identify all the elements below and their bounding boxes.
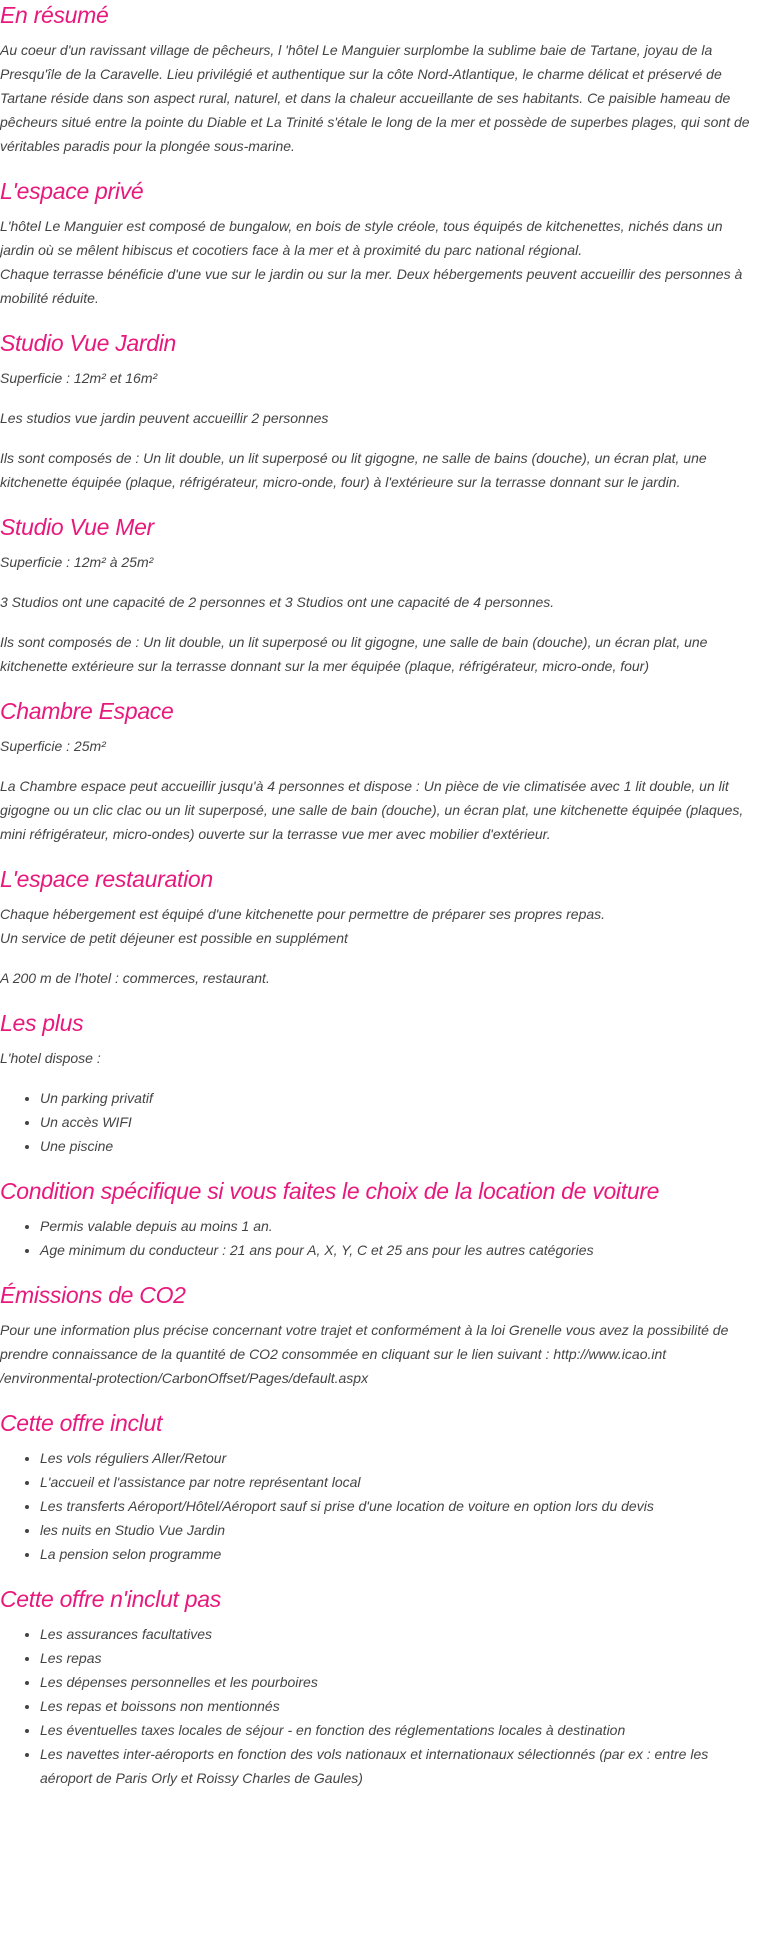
list-item: • Les éventuelles taxes locales de séjour - en fonction des réglementations locales à destination	[40, 1718, 758, 1742]
list-item: • La pension selon programme	[40, 1542, 758, 1566]
list-item: • Les assurances facultatives	[40, 1622, 758, 1646]
section-restauration	[0, 864, 758, 990]
section-title-studio-vue-mer: Studio Vue Mer	[0, 514, 154, 540]
emissions-text: Pour une information plus précise concernant votre trajet et conformément à la loi Grenelle vous avez la possibilité de prendre connaissance de la quantité de CO2 consommée en cliquant sur le lien suivant : http://www.icao.int /environmental-protection/CarbonOffset/Pages/default.aspx	[0, 1322, 729, 1386]
condition-voiture-list	[0, 1214, 758, 1262]
espace-prive-line-1: L'hôtel Le Manguier est composé de bungalow, en bois de style créole, tous équipés de kitchenettes, nichés dans un jardin où se mêlent hibiscus et cocotiers face à la mer et à proximité du parc national régional.	[0, 218, 723, 258]
studio-jardin-composition: Ils sont composés de : Un lit double, un lit superposé ou lit gigogne, ne salle de bains (douche), un écran plat, une kitchenette équipée (plaque, réfrigérateur, micro-onde, four) à l'extérieure sur la terrasse donnant sur le jardin.	[0, 450, 707, 490]
list-item: • Les repas et boissons non mentionnés	[40, 1694, 758, 1718]
studio-mer-capacite: 3 Studios ont une capacité de 2 personnes et 3 Studios ont une capacité de 4 personnes.	[0, 594, 555, 610]
studio-mer-superficie: Superficie : 12m² à 25m²	[0, 554, 154, 570]
studio-jardin-capacite: Les studios vue jardin peuvent accueillir 2 personnes	[0, 410, 329, 426]
section-offre-inclut	[0, 1408, 758, 1566]
les-plus-list	[0, 1086, 758, 1158]
offre-inclut-list	[0, 1446, 758, 1566]
section-title-offre-inclut: Cette offre inclut	[0, 1410, 163, 1436]
list-item: • L'accueil et l'assistance par notre représentant local	[40, 1470, 758, 1494]
list-item: • Permis valable depuis au moins 1 an.	[40, 1214, 758, 1238]
section-studio-vue-mer	[0, 512, 758, 678]
restauration-line-2: Un service de petit déjeuner est possible en supplément	[0, 930, 348, 946]
section-condition-voiture	[0, 1176, 758, 1262]
section-offre-exclut	[0, 1584, 758, 1790]
section-title-chambre-espace: Chambre Espace	[0, 698, 174, 724]
resume-text: Au coeur d'un ravissant village de pêcheurs, l 'hôtel Le Manguier surplombe la sublime baie de Tartane, joyau de la Presqu'île de la Caravelle. Lieu privilégié et authentique sur la côte Nord-Atlantique, le charme délicat et préservé de Tartane réside dans son aspect rural, naturel, et dans la chaleur accueillante de ses habitants. Ce paisible hameau de pêcheurs situé entre la pointe du Diable et La Trinité s'étale le long de la mer et possède de superbes plages, qui sont de véritables paradis pour la plongée sous-marine.	[0, 42, 750, 154]
section-title-resume: En résumé	[0, 2, 109, 28]
section-title-restauration: L'espace restauration	[0, 866, 213, 892]
list-item: • Les vols réguliers Aller/Retour	[40, 1446, 758, 1470]
section-emissions-co2	[0, 1280, 758, 1390]
section-resume	[0, 0, 758, 158]
restauration-line-3: A 200 m de l'hotel : commerces, restaurant.	[0, 970, 270, 986]
section-chambre-espace	[0, 696, 758, 846]
section-studio-vue-jardin	[0, 328, 758, 494]
section-espace-prive	[0, 176, 758, 310]
section-title-espace-prive: L'espace privé	[0, 178, 144, 204]
espace-prive-line-2: Chaque terrasse bénéficie d'une vue sur le jardin ou sur la mer. Deux hébergements peuvent accueillir des personnes à mobilité réduite.	[0, 266, 743, 306]
list-item: • les nuits en Studio Vue Jardin	[40, 1518, 758, 1542]
chambre-espace-description: La Chambre espace peut accueillir jusqu'à 4 personnes et dispose : Un pièce de vie climatisée avec 1 lit double, un lit gigogne ou un clic clac ou un lit superposé, une salle de bain (douche), un écran plat, une kitchenette équipée (plaques, mini réfrigérateur, micro-ondes) ouverte sur la terrasse vue mer avec mobilier d'extérieur.	[0, 778, 744, 842]
section-title-emissions-co2: Émissions de CO2	[0, 1282, 186, 1308]
section-title-condition-voiture: Condition spécifique si vous faites le choix de la location de voiture	[0, 1178, 660, 1204]
section-les-plus	[0, 1008, 758, 1158]
list-item: • Les dépenses personnelles et les pourboires	[40, 1670, 758, 1694]
offre-exclut-list	[0, 1622, 758, 1790]
list-item: • Les navettes inter-aéroports en fonction des vols nationaux et internationaux sélectionnés (par ex : entre les aéroport de Paris Orly et Roissy Charles de Gaules)	[40, 1742, 758, 1790]
studio-mer-composition: Ils sont composés de : Un lit double, un lit superposé ou lit gigogne, une salle de bain (douche), un écran plat, une kitchenette extérieure sur la terrasse donnant sur la mer équipée (plaque, réfrigérateur, micro-onde, four)	[0, 634, 708, 674]
section-title-studio-vue-jardin: Studio Vue Jardin	[0, 330, 177, 356]
list-item: • Une piscine	[40, 1134, 758, 1158]
list-item: • Les transferts Aéroport/Hôtel/Aéroport sauf si prise d'une location de voiture en option lors du devis	[40, 1494, 758, 1518]
les-plus-intro: L'hotel dispose :	[0, 1050, 101, 1066]
restauration-line-1: Chaque hébergement est équipé d'une kitchenette pour permettre de préparer ses propres repas.	[0, 906, 606, 922]
studio-jardin-superficie: Superficie : 12m² et 16m²	[0, 370, 158, 386]
chambre-espace-superficie: Superficie : 25m²	[0, 738, 106, 754]
list-item: • Les repas	[40, 1646, 758, 1670]
list-item: • Un accès WIFI	[40, 1110, 758, 1134]
list-item: • Un parking privatif	[40, 1086, 758, 1110]
list-item: • Age minimum du conducteur : 21 ans pour A, X, Y, C et 25 ans pour les autres catégories	[40, 1238, 758, 1262]
section-title-les-plus: Les plus	[0, 1010, 84, 1036]
section-title-offre-exclut: Cette offre n'inclut pas	[0, 1586, 221, 1612]
